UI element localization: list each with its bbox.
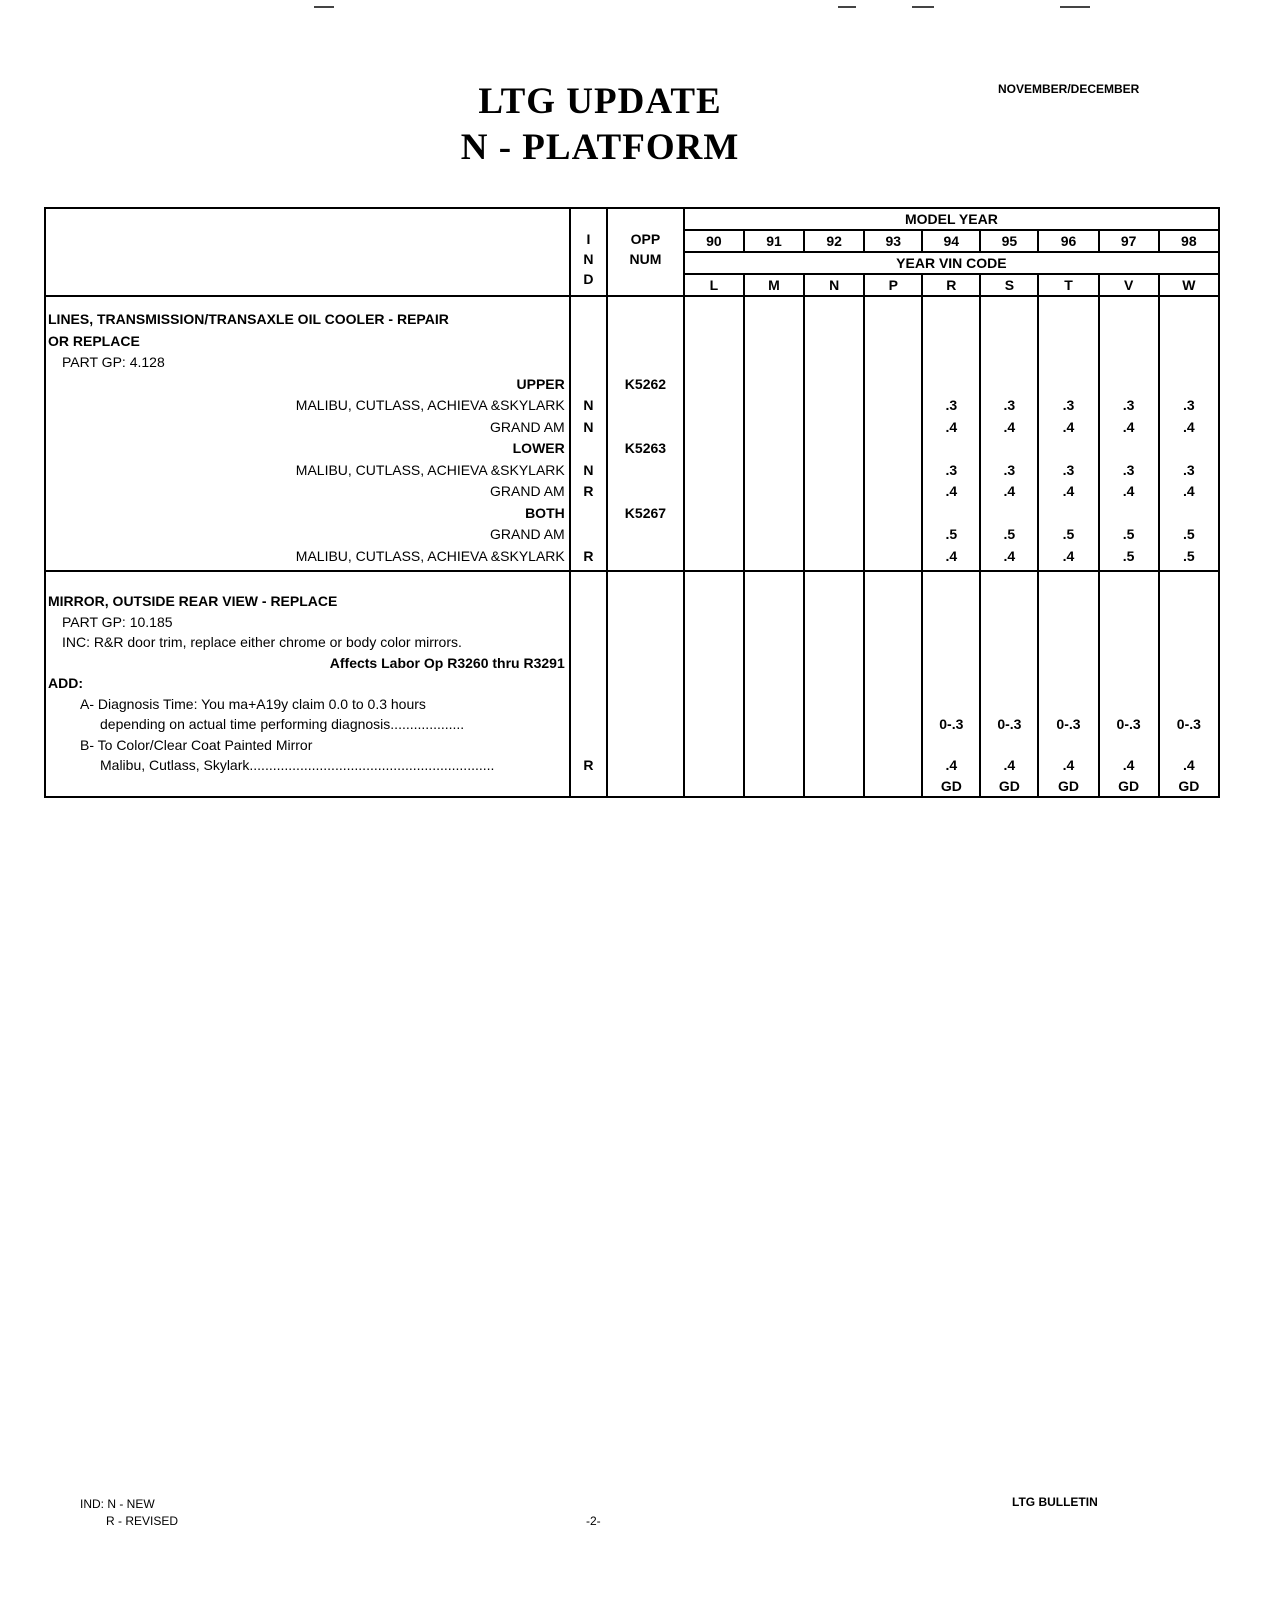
labor-time-value: 0-.3 xyxy=(997,716,1022,732)
labor-time-value xyxy=(1160,653,1218,674)
ind-code: N xyxy=(583,461,594,478)
year-97-values xyxy=(1099,296,1159,571)
year-98: 98 xyxy=(1159,230,1219,252)
labor-time-value: 0-.3 xyxy=(939,716,964,732)
description-header xyxy=(45,208,570,296)
year-96-values xyxy=(1038,296,1098,571)
ind-code: R xyxy=(583,483,594,499)
section2-includes: INC: R&R door trim, replace either chrome or body color mirrors. xyxy=(62,634,462,650)
labor-time-value xyxy=(923,352,979,374)
labor-time-value xyxy=(981,309,1037,331)
labor-time-value: 0-.3 xyxy=(1056,716,1081,732)
labor-time-value: .4 xyxy=(1183,418,1195,435)
labor-time-value: .5 xyxy=(1183,526,1195,542)
labor-time-value xyxy=(981,503,1037,525)
labor-time-value: .3 xyxy=(1062,397,1075,413)
labor-time-value xyxy=(981,612,1037,633)
labor-time-value xyxy=(1160,331,1218,353)
year-97-values xyxy=(1099,571,1159,797)
labor-time-value: .3 xyxy=(1122,397,1135,413)
vin-code-W: W xyxy=(1159,274,1219,296)
ind-legend-new: IND: N - NEW xyxy=(80,1497,155,1511)
labor-time-value xyxy=(1100,653,1158,674)
labor-time-value xyxy=(1039,612,1097,633)
section1-row-label: GRAND AM xyxy=(490,483,565,499)
year-94-values xyxy=(922,571,980,797)
labor-time-value xyxy=(1039,591,1097,612)
labor-time-value: .5 xyxy=(1122,547,1135,564)
year-95-values xyxy=(980,571,1038,797)
year-91-cell xyxy=(744,571,804,797)
labor-time-value xyxy=(1160,735,1218,756)
scan-speck xyxy=(912,6,934,8)
section2-color-cont: Malibu, Cutlass, Skylark............................................................... xyxy=(100,757,495,773)
labor-time-value xyxy=(1100,352,1158,374)
labor-time-value: .4 xyxy=(945,757,958,773)
labor-time-value xyxy=(1100,591,1158,612)
labor-time-value: .4 xyxy=(1062,418,1075,435)
vin-code-N: N xyxy=(804,274,864,296)
labor-time-value xyxy=(981,694,1037,715)
labor-time-value xyxy=(1160,374,1218,396)
labor-time-value: .3 xyxy=(1183,461,1195,478)
ind-code: N xyxy=(583,397,594,413)
year-91: 91 xyxy=(744,230,804,252)
labor-time-value xyxy=(1100,374,1158,396)
year-96-values xyxy=(1038,571,1098,797)
labor-time-value: GD xyxy=(1057,777,1079,794)
scan-speck xyxy=(1060,6,1090,8)
year-95: 95 xyxy=(980,230,1038,252)
labor-time-value: GD xyxy=(1118,777,1140,794)
section1-row-label: MALIBU, CUTLASS, ACHIEVA &SKYLARK xyxy=(295,547,565,564)
labor-time-value xyxy=(1160,438,1218,460)
section2-opp-column xyxy=(607,571,684,797)
section2-diagnosis: A- Diagnosis Time: You ma+A19y claim 0.0 to 0.3 hours xyxy=(80,695,426,712)
year-98-values xyxy=(1159,296,1219,571)
labor-time-value xyxy=(923,503,979,525)
scan-speck xyxy=(838,6,856,8)
labor-time-value xyxy=(923,374,979,396)
section-outside-mirror xyxy=(45,571,1219,797)
page-number: -2- xyxy=(586,1514,601,1528)
labor-time-value xyxy=(1100,735,1158,756)
labor-time-value xyxy=(1039,331,1097,353)
labor-time-value: .5 xyxy=(945,526,958,542)
ind-header: I N D xyxy=(570,208,607,296)
labor-time-table xyxy=(44,207,1220,798)
section2-description xyxy=(45,571,570,797)
labor-time-value: .4 xyxy=(1122,418,1135,435)
labor-time-value xyxy=(1160,503,1218,525)
section1-opp-column xyxy=(607,296,684,571)
ind-code: R xyxy=(583,547,594,564)
labor-time-value xyxy=(1100,632,1158,653)
labor-time-value xyxy=(1160,352,1218,374)
labor-time-value xyxy=(981,735,1037,756)
section1-part-group: PART GP: 4.128 xyxy=(62,354,165,370)
labor-time-value xyxy=(1100,331,1158,353)
section1-ind-column xyxy=(570,296,607,571)
labor-time-value xyxy=(1039,673,1097,694)
labor-time-value: .3 xyxy=(1003,397,1016,413)
section1-row-label: GRAND AM xyxy=(490,526,565,542)
labor-time-value: .4 xyxy=(1122,483,1135,499)
opp-code: K5262 xyxy=(624,375,667,392)
ind-code: N xyxy=(583,418,594,435)
labor-time-value: .3 xyxy=(945,397,958,413)
section2-diagnosis-cont: depending on actual time performing diagnosis................... xyxy=(100,716,465,732)
labor-time-value xyxy=(1100,694,1158,715)
labor-time-value: .5 xyxy=(1122,526,1135,542)
labor-time-value: .5 xyxy=(1062,526,1075,542)
bulletin-label: LTG BULLETIN xyxy=(1012,1495,1098,1509)
year-90: 90 xyxy=(684,230,744,252)
labor-time-value xyxy=(1160,612,1218,633)
labor-time-value xyxy=(923,331,979,353)
labor-time-value: .4 xyxy=(1062,483,1075,499)
labor-time-value xyxy=(981,591,1037,612)
labor-time-value: .3 xyxy=(1062,461,1075,478)
labor-time-value: 0-.3 xyxy=(1176,716,1201,732)
labor-time-value: .4 xyxy=(1003,547,1016,564)
section2-affects: Affects Labor Op R3260 thru R3291 xyxy=(329,654,565,671)
labor-time-value: .3 xyxy=(1183,397,1195,413)
labor-time-value: .4 xyxy=(945,418,958,435)
labor-time-value xyxy=(1039,374,1097,396)
section2-add: ADD: xyxy=(48,675,83,691)
page-title: LTG UPDATE xyxy=(478,81,722,122)
section2-color: B- To Color/Clear Coat Painted Mirror xyxy=(80,736,313,753)
labor-time-value: .4 xyxy=(1003,757,1016,773)
year-91-cell xyxy=(744,296,804,571)
labor-time-value: .4 xyxy=(1003,418,1016,435)
opp-code: K5267 xyxy=(624,504,667,521)
vin-code-S: S xyxy=(980,274,1038,296)
labor-time-value xyxy=(981,331,1037,353)
section2-ind-column xyxy=(570,571,607,797)
labor-time-value: .5 xyxy=(1003,526,1016,542)
opp-code: K5263 xyxy=(624,440,667,456)
labor-time-value xyxy=(1160,309,1218,331)
labor-time-value xyxy=(1100,503,1158,525)
labor-time-value xyxy=(1100,673,1158,694)
year-92-cell xyxy=(804,571,864,797)
labor-time-value xyxy=(1039,438,1097,460)
model-year-label: MODEL YEAR xyxy=(684,208,1219,230)
year-90-cell xyxy=(684,571,744,797)
year-92: 92 xyxy=(804,230,864,252)
section-oil-cooler-lines xyxy=(45,296,1219,571)
year-93-cell xyxy=(864,571,922,797)
year-94: 94 xyxy=(922,230,980,252)
section1-row-label: MALIBU, CUTLASS, ACHIEVA &SKYLARK xyxy=(295,461,565,478)
opp-num-header: OPP NUM xyxy=(607,208,684,296)
ind-legend-revised: R - REVISED xyxy=(106,1514,179,1528)
labor-time-value xyxy=(923,673,979,694)
section1-row-label: GRAND AM xyxy=(490,418,565,435)
labor-time-value xyxy=(1039,309,1097,331)
labor-time-value xyxy=(981,352,1037,374)
scan-speck xyxy=(314,6,334,8)
labor-time-value: .3 xyxy=(1003,461,1016,478)
labor-time-value xyxy=(923,694,979,715)
section1-both: BOTH xyxy=(525,504,565,521)
year-94-values xyxy=(922,296,980,571)
vin-code-T: T xyxy=(1038,274,1098,296)
year-95-values xyxy=(980,296,1038,571)
issue-date: NOVEMBER/DECEMBER xyxy=(998,82,1140,96)
labor-time-value xyxy=(1160,632,1218,653)
labor-time-value xyxy=(923,591,979,612)
labor-time-value xyxy=(923,735,979,756)
labor-time-value: GD xyxy=(998,777,1020,794)
labor-time-value: .5 xyxy=(1183,547,1195,564)
section2-title: MIRROR, OUTSIDE REAR VIEW - REPLACE xyxy=(48,593,338,609)
labor-time-value: 0-.3 xyxy=(1116,716,1141,732)
section2-part-group: PART GP: 10.185 xyxy=(62,613,173,630)
labor-time-value: .3 xyxy=(945,461,958,478)
section1-upper: UPPER xyxy=(516,375,565,392)
labor-time-value xyxy=(923,438,979,460)
labor-time-value xyxy=(1100,438,1158,460)
labor-time-value xyxy=(1100,309,1158,331)
page-subtitle: N - PLATFORM xyxy=(460,127,740,168)
ind-code: R xyxy=(583,757,594,773)
labor-time-value xyxy=(981,653,1037,674)
labor-time-value xyxy=(923,309,979,331)
labor-time-value: .4 xyxy=(1183,483,1195,499)
labor-time-value xyxy=(1160,591,1218,612)
vin-code-P: P xyxy=(864,274,922,296)
section1-lower: LOWER xyxy=(512,440,565,456)
labor-time-value xyxy=(981,438,1037,460)
section1-description xyxy=(45,296,570,571)
vin-code-L: L xyxy=(684,274,744,296)
labor-time-value xyxy=(1160,694,1218,715)
labor-time-value: .4 xyxy=(1062,757,1075,773)
vin-code-V: V xyxy=(1099,274,1159,296)
labor-time-value xyxy=(1039,352,1097,374)
year-97: 97 xyxy=(1099,230,1159,252)
labor-time-value: GD xyxy=(940,777,962,794)
section1-title: LINES, TRANSMISSION/TRANSAXLE OIL COOLER - REPAIR xyxy=(48,311,449,327)
labor-time-value xyxy=(1039,632,1097,653)
labor-time-value: .3 xyxy=(1122,461,1135,478)
vin-code-R: R xyxy=(922,274,980,296)
labor-time-value xyxy=(1039,735,1097,756)
labor-time-value xyxy=(1100,612,1158,633)
labor-time-value xyxy=(1039,503,1097,525)
year-96: 96 xyxy=(1038,230,1098,252)
labor-time-value xyxy=(981,632,1037,653)
labor-time-value xyxy=(923,612,979,633)
section1-row-label: MALIBU, CUTLASS, ACHIEVA &SKYLARK xyxy=(295,397,565,413)
vin-code-M: M xyxy=(744,274,804,296)
labor-time-value xyxy=(981,673,1037,694)
section1-title-cont: OR REPLACE xyxy=(48,332,140,349)
labor-time-value: .4 xyxy=(945,483,958,499)
year-98-values xyxy=(1159,571,1219,797)
labor-time-value xyxy=(923,632,979,653)
labor-time-value: .4 xyxy=(1003,483,1016,499)
labor-time-value xyxy=(923,653,979,674)
year-93: 93 xyxy=(864,230,922,252)
vin-code-label: YEAR VIN CODE xyxy=(684,252,1219,274)
year-93-cell xyxy=(864,296,922,571)
labor-time-value xyxy=(1039,653,1097,674)
labor-time-value xyxy=(1160,673,1218,694)
labor-time-value: .4 xyxy=(1062,547,1075,564)
year-90-cell xyxy=(684,296,744,571)
labor-time-value: .4 xyxy=(1122,757,1135,773)
labor-time-value xyxy=(1039,694,1097,715)
labor-time-value: GD xyxy=(1178,777,1200,794)
labor-time-value xyxy=(981,374,1037,396)
year-92-cell xyxy=(804,296,864,571)
labor-time-value: .4 xyxy=(945,547,958,564)
labor-time-value: .4 xyxy=(1183,757,1195,773)
